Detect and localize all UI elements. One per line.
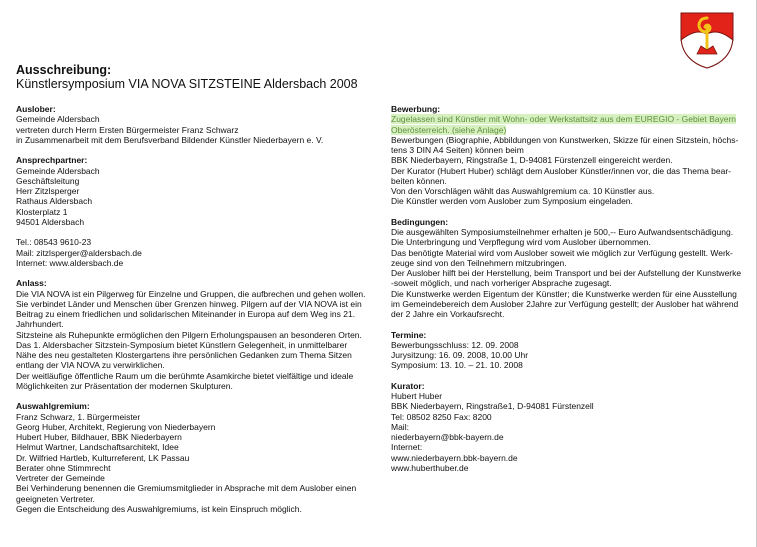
text-line: Sie verbindet Länder und Menschen über Grenzen hinweg. Pilgern auf der VIA NOVA ist ein bbox=[16, 298, 362, 309]
section-bewerbung bbox=[391, 104, 741, 207]
section-title: Anlass: bbox=[16, 278, 47, 289]
text-line: Sitzsteine als Ruhepunkte ermöglichen den Pilgern Erholungspausen an besonderen Orten. bbox=[16, 329, 362, 340]
text-line: Die VIA NOVA ist ein Pilgerweg für Einzelne und Gruppen, die aufbrechen und gehen wollen. bbox=[16, 288, 366, 299]
text-line: Jurysitzung: 16. 09. 2008, 10.00 Uhr bbox=[391, 350, 529, 360]
section-termine bbox=[391, 330, 741, 371]
text-line: Möglichkeiten zur Präsentation der modernen Skulpturen. bbox=[16, 380, 233, 391]
section-title: Bewerbung: bbox=[391, 104, 441, 114]
text-line: Dr. Wilfried Hartleb, Kulturreferent, LK Passau bbox=[16, 452, 190, 463]
text-line: Hubert Huber bbox=[391, 391, 443, 401]
text-line: Georg Huber, Architekt, Regierung von Niederbayern bbox=[16, 421, 216, 432]
text-line: Berater ohne Stimmrecht bbox=[16, 462, 111, 473]
text-line: www.niederbayern.bbk-bayern.de bbox=[391, 452, 518, 463]
text-line: Der Auslober hilft bei der Herstellung, beim Transport und bei der Aufstellung der Kunstwerke bbox=[391, 268, 742, 278]
text-line: geeigneten Vertreter. bbox=[16, 493, 95, 504]
text-line: Beitrag zu einem friedlichen und solidarischen Miteinander in Europa auf dem Weg ins 21. bbox=[16, 309, 356, 319]
text-line: entlang der VIA NOVA zu verwirklichen. bbox=[16, 360, 165, 371]
text-line: Von den Vorschlägen wählt das Auswahlgremium ca. 10 Künstler aus. bbox=[391, 186, 655, 196]
text-line: Die Unterbringung und Verpflegung wird vom Auslober übernommen. bbox=[391, 237, 651, 248]
section-bedingungen bbox=[391, 217, 741, 320]
text-line: vertreten durch Herrn Ersten Bürgermeister Franz Schwarz bbox=[16, 124, 239, 135]
section-auswahlgremium bbox=[16, 401, 366, 514]
text-line: Rathaus Aldersbach bbox=[16, 196, 93, 207]
section-title: Auswahlgremium: bbox=[16, 401, 90, 412]
text-line: in Zusammenarbeit mit dem Berufsverband Bildender Künstler Niederbayern e. V. bbox=[16, 134, 324, 145]
text-line: im Gemeindebereich dem Auslober 2Jahre zur Verfügung gestellt; der Auslober hat während bbox=[391, 298, 739, 309]
text-line: Die Künstler werden vom Auslober zum Symposium eingeladen. bbox=[391, 196, 633, 207]
phone-text: Tel.: 08543 9610-23 bbox=[16, 237, 92, 248]
section-title: Kurator: bbox=[391, 380, 425, 391]
right-column bbox=[391, 104, 741, 483]
text-line: www.huberthuber.de bbox=[391, 462, 469, 473]
text-line: Gemeinde Aldersbach bbox=[16, 165, 100, 176]
text-line: Vertreter der Gemeinde bbox=[16, 473, 105, 483]
text-line: Helmut Wartner, Landschaftsarchitekt, Idee bbox=[16, 442, 179, 453]
text-line: zeuge sind von den Teilnehmern mitzubringen. bbox=[391, 257, 567, 268]
text-line: BBK Niederbayern, Ringstraße1, D-94081 Fürstenzell bbox=[391, 401, 594, 412]
text-line: Der Kurator (Hubert Huber) schlägt dem Auslober Künstler/innen vor, die das Thema bear- bbox=[391, 165, 732, 176]
text-line: Nähe des neu gestalteten Klostergartens ihre persönlichen Gedanken zum Thema Sitzen bbox=[16, 350, 352, 360]
highlighted-text: Oberösterreich. (siehe Anlage) bbox=[391, 124, 507, 135]
text-line: Symposium: 13. 10. – 21. 10. 2008 bbox=[391, 360, 523, 371]
text-line: 94501 Aldersbach bbox=[16, 216, 85, 227]
section-title: Bedingungen: bbox=[391, 216, 449, 227]
page-title: Ausschreibung: bbox=[16, 63, 112, 77]
text-line: Gemeinde Aldersbach bbox=[16, 114, 100, 125]
section-title: Ansprechpartner: bbox=[16, 155, 88, 166]
text-line: tens 3 DIN A4 Seiten) können beim bbox=[391, 145, 524, 155]
section-title: Auslober: bbox=[16, 104, 56, 114]
text-line: Jahrhundert. bbox=[16, 319, 64, 330]
text-line: Die Kunstwerke werden Eigentum der Künstler; die Kunstwerke werden für eine Ausstellung bbox=[391, 288, 737, 299]
text-line: Franz Schwarz, 1. Bürgermeister bbox=[16, 411, 141, 422]
text-line: Herr Zitzlsperger bbox=[16, 186, 80, 196]
highlighted-text: Zugelassen sind Künstler mit Wohn- oder Werkstattsitz aus dem EUREGIO - Gebiet Bayern bbox=[391, 114, 737, 125]
text-line: Bewerbungen (Biographie, Abbildungen von Kunstwerken, Skizze für einen Sitzstein, höchs- bbox=[391, 134, 739, 145]
text-line: -soweit möglich, und nach vorheriger Absprache zugesagt. bbox=[391, 278, 612, 289]
text-line: Das benötigte Material wird vom Auslober soweit wie möglich zur Verfügung gestellt. Werk- bbox=[391, 247, 733, 258]
text-line: Tel: 08502 8250 Fax: 8200 bbox=[391, 411, 492, 422]
text-line: Bewerbungsschluss: 12. 09. 2008 bbox=[391, 339, 519, 350]
text-line: Der weitläufige öffentliche Raum um die berühmte Asamkirche bietet vielfältige und ideale bbox=[16, 370, 354, 381]
text-line: Die ausgewählten Symposiumsteilnehmer erhalten je 500,-- Euro Aufwandsentschädigung. bbox=[391, 227, 734, 237]
section-anlass bbox=[16, 278, 366, 391]
left-column bbox=[16, 104, 366, 524]
text-line: BBK Niederbayern, Ringstraße 1, D-94081 Fürstenzell eingereicht werden. bbox=[391, 155, 673, 166]
text-line: Internet: bbox=[391, 442, 423, 453]
section-kurator bbox=[391, 381, 741, 473]
text-line: Bei Verhinderung benennen die Gremiumsmitglieder in Absprache mit dem Auslober einen bbox=[16, 483, 357, 494]
coat-of-arms-icon bbox=[677, 10, 737, 70]
mail-text: Mail: zitzlsperger@aldersbach.de bbox=[16, 247, 142, 258]
page-subtitle: Künstlersymposium VIA NOVA SITZSTEINE Aldersbach 2008 bbox=[16, 77, 358, 91]
section-ansprechpartner bbox=[16, 155, 366, 268]
text-line: niederbayern@bbk-bayern.de bbox=[391, 432, 504, 442]
section-title: Termine: bbox=[391, 329, 427, 340]
website-text: Internet: www.aldersbach.de bbox=[16, 257, 124, 268]
text-line: Gegen die Entscheidung des Auswahlgremiums, ist kein Einspruch möglich. bbox=[16, 503, 302, 514]
text-line: Mail: bbox=[391, 421, 409, 432]
text-line: der 2 Jahre ein Vorkaufsrecht. bbox=[391, 309, 505, 319]
section-auslober bbox=[16, 104, 366, 145]
text-line: Hubert Huber, Bildhauer, BBK Niederbayern bbox=[16, 432, 182, 442]
text-line: Das 1. Aldersbacher Sitzstein-Symposium bietet Künstlern Gelegenheit, in unmittelbarer bbox=[16, 339, 348, 350]
text-line: beiten können. bbox=[391, 175, 447, 186]
spacer-line bbox=[16, 227, 366, 237]
text-line: Geschäftsleitung bbox=[16, 175, 80, 186]
text-line: Klosterplatz 1 bbox=[16, 206, 68, 217]
